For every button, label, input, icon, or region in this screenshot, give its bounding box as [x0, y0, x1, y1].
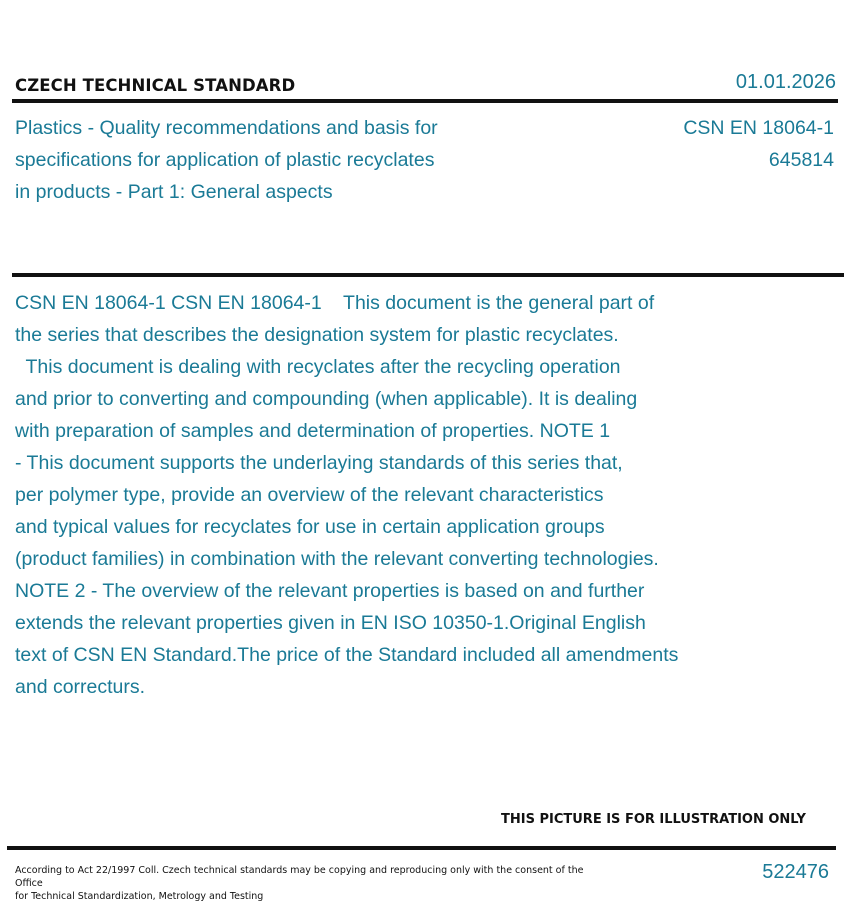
effective-date: 01.01.2026	[735, 71, 836, 93]
abstract-line: and prior to converting and compounding (when applicable). It is dealing	[15, 388, 638, 410]
abstract-line: and typical values for recyclates for use in certain application groups	[15, 516, 605, 538]
title-line-2: specifications for application of plastic recyclates	[15, 149, 435, 171]
standard-type-label: CZECH TECHNICAL STANDARD	[15, 76, 296, 95]
abstract-line: NOTE 2 - The overview of the relevant properties is based on and further	[15, 580, 645, 602]
illustration-disclaimer: THIS PICTURE IS FOR ILLUSTRATION ONLY	[501, 812, 806, 827]
abstract-line: text of CSN EN Standard.The price of the Standard included all amendments	[15, 644, 679, 666]
abstract-line: the series that describes the designation system for plastic recyclates.	[15, 324, 619, 346]
catalog-number: 645814	[768, 149, 834, 171]
abstract-line: - This document supports the underlaying standards of this series that,	[15, 452, 623, 474]
abstract-line: extends the relevant properties given in EN ISO 10350-1.Original English	[15, 612, 646, 634]
standard-code: CSN EN 18064-1	[683, 117, 834, 139]
abstract-line: (product families) in combination with the relevant converting technologies.	[15, 548, 659, 570]
abstract-line: This document is dealing with recyclates after the recycling operation	[15, 356, 621, 378]
legal-notice	[15, 864, 585, 903]
legal-notice-line-1: According to Act 22/1997 Coll. Czech technical standards may be copying and reproducing only with the consent of the Office	[15, 865, 584, 889]
title-line-1: Plastics - Quality recommendations and basis for	[15, 117, 438, 139]
abstract-line: CSN EN 18064-1 CSN EN 18064-1 This document is the general part of	[15, 292, 655, 314]
abstract-line: per polymer type, provide an overview of the relevant characteristics	[15, 484, 604, 506]
footer-rule	[7, 846, 836, 850]
header-rule	[12, 99, 838, 103]
title-rule	[12, 273, 844, 277]
footer-document-number: 522476	[762, 861, 829, 883]
title-line-3: in products - Part 1: General aspects	[15, 181, 333, 203]
legal-notice-line-2: for Technical Standardization, Metrology and Testing	[15, 891, 264, 902]
abstract-line: with preparation of samples and determination of properties. NOTE 1	[15, 420, 611, 442]
abstract-line: and correcturs.	[15, 676, 146, 698]
